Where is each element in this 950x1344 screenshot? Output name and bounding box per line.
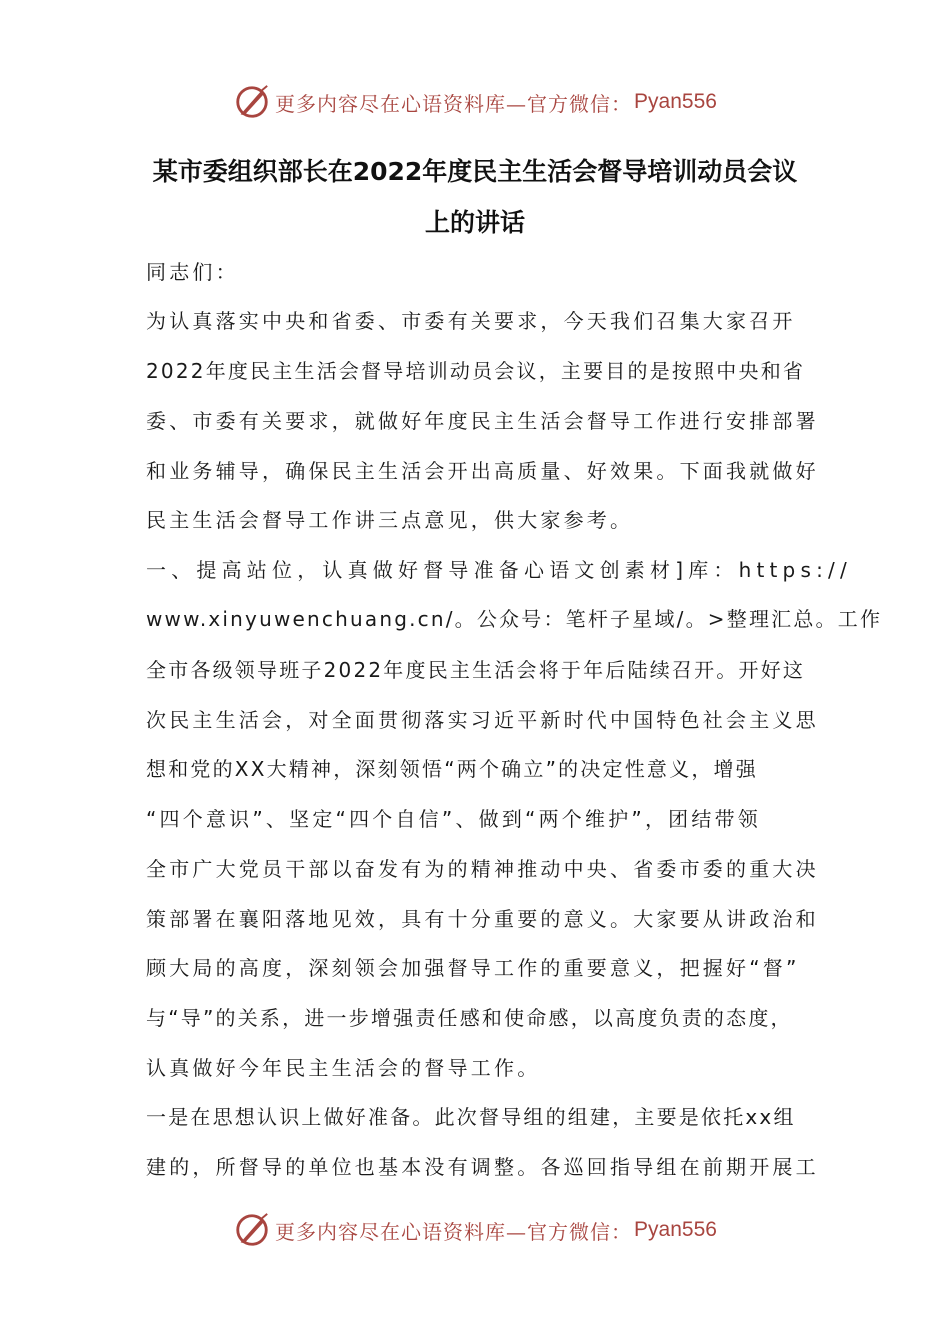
quill-pen-logo-icon: [233, 83, 271, 121]
body-line: “四个意识”、坚定“四个自信”、做到“两个维护”，团结带领: [146, 807, 761, 831]
banner-text: 更多内容尽在心语资料库—官方微信：: [275, 91, 633, 116]
body-line: 一是在思想认识上做好准备。此次督导组的组建，主要是依托xx组: [146, 1105, 796, 1129]
footer-watermark-banner: [0, 1208, 950, 1252]
body-line: 民主生活会督导工作讲三点意见，供大家参考。: [146, 508, 634, 532]
banner-brand: Pyan556: [634, 90, 717, 113]
body-line: 和业务辅导，确保民主生活会开出高质量、好效果。下面我就做好: [146, 459, 819, 483]
header-watermark-banner: [0, 80, 950, 124]
body-line: 认真做好今年民主生活会的督导工作。: [146, 1056, 541, 1080]
body-line: 全市广大党员干部以奋发有为的精神推动中央、省委市委的重大决: [146, 857, 819, 881]
body-line: 为认真落实中央和省委、市委有关要求，今天我们召集大家召开: [146, 309, 796, 333]
banner-brand: Pyan556: [634, 1218, 717, 1241]
body-line: 委、市委有关要求，就做好年度民主生活会督导工作进行安排部署: [146, 409, 819, 433]
section-heading-line: 一、提高站位，认真做好督导准备心语文创素材]库：https://: [146, 558, 852, 582]
quill-pen-logo-icon: [233, 1211, 271, 1249]
body-line: 与“导”的关系，进一步增强责任感和使命感，以高度负责的态度，: [146, 1006, 793, 1030]
body-line: 次民主生活会，对全面贯彻落实习近平新时代中国特色社会主义思: [146, 708, 819, 732]
body-line: 2022年度民主生活会督导培训动员会议，主要目的是按照中央和省: [146, 359, 806, 383]
body-line: 想和党的XX大精神，深刻领悟“两个确立”的决定性意义，增强: [146, 757, 758, 781]
document-title-line-2: 上的讲话: [424, 208, 525, 237]
body-line: 顾大局的高度，深刻领会加强督导工作的重要意义，把握好“督”: [146, 956, 800, 980]
document-title-line-1: 某市委组织部长在2022年度民主生活会督导培训动员会议: [152, 157, 798, 186]
body-line: 策部署在襄阳落地见效，具有十分重要的意义。大家要从讲政治和: [146, 907, 819, 931]
banner-text: 更多内容尽在心语资料库—官方微信：: [275, 1219, 633, 1244]
body-line: 建的，所督导的单位也基本没有调整。各巡回指导组在前期开展工: [146, 1155, 819, 1179]
salutation: 同志们：: [146, 260, 239, 284]
body-line: 全市各级领导班子2022年度民主生活会将于年后陆续召开。开好这: [146, 658, 806, 682]
body-line: www.xinyuwenchuang.cn/。公众号：笔杆子星域/。>整理汇总。工作: [146, 607, 883, 631]
